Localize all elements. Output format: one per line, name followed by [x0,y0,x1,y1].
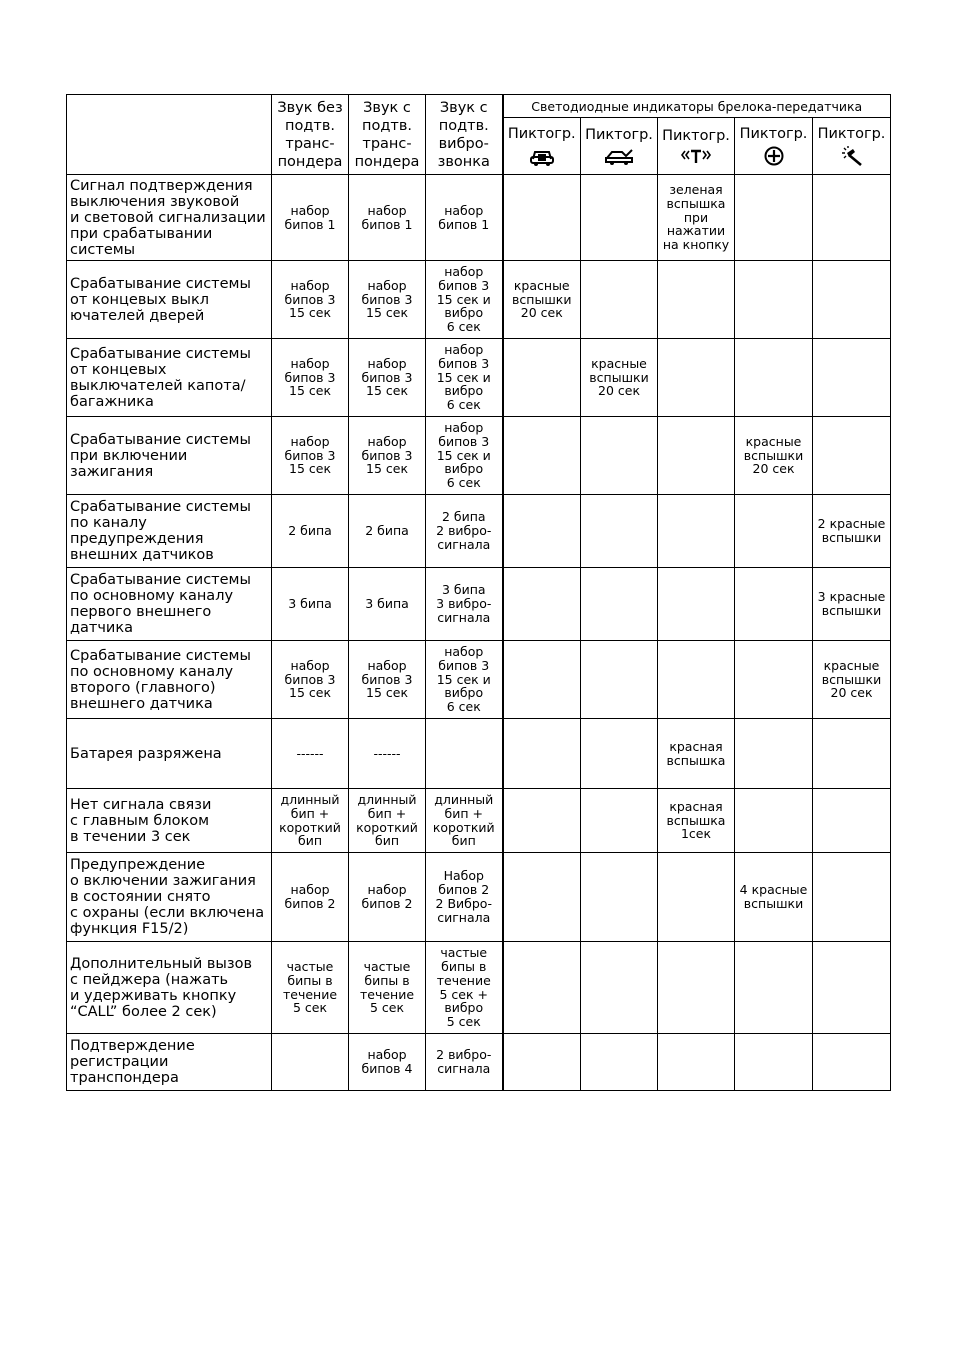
cell-pict3 [658,853,735,942]
cell-sound3: Набор бипов 2 2 Вибро- сигнала [426,853,503,942]
cell-sound1: ------ [272,719,349,789]
cell-pict5 [813,719,891,789]
cell-sound2: 3 бипа [349,568,426,641]
cell-pict3 [658,495,735,568]
cell-pict5 [813,339,891,417]
cell-sound3: набор бипов 3 15 сек и вибро 6 сек [426,261,503,339]
cell-pict2 [581,789,658,853]
cell-pict5 [813,175,891,261]
cell-pict1: красные вспышки 20 сек [503,261,581,339]
cell-pict5 [813,261,891,339]
cell-pict5: 2 красные вспышки [813,495,891,568]
cell-pict2 [581,719,658,789]
row-label: Срабатывание системы при включении зажигания [67,417,272,495]
cell-pict4 [735,568,813,641]
cell-sound1: набор бипов 3 15 сек [272,339,349,417]
cell-pict4 [735,942,813,1034]
cell-sound3: 3 бипа 3 вибро- сигнала [426,568,503,641]
cell-pict3: зеленая вспышка при нажатии на кнопку [658,175,735,261]
cell-pict5: 3 красные вспышки [813,568,891,641]
cell-pict5 [813,789,891,853]
header-sound-vibro: Звук с подтв. вибро- звонка [426,95,503,175]
cell-pict5 [813,853,891,942]
cell-pict1 [503,853,581,942]
cell-pict3 [658,339,735,417]
cell-pict4 [735,1034,813,1091]
cell-pict1 [503,942,581,1034]
cell-sound3: частые бипы в течение 5 сек + вибро 5 сек [426,942,503,1034]
cell-sound2: набор бипов 3 15 сек [349,261,426,339]
cell-sound2: набор бипов 4 [349,1034,426,1091]
cell-sound2: длинный бип + короткий бип [349,789,426,853]
row-label: Срабатывание системы по каналу предупреждения внешних датчиков [67,495,272,568]
cell-pict2 [581,495,658,568]
cell-pict1 [503,789,581,853]
header-pict-4 [735,118,813,175]
cell-pict4 [735,261,813,339]
cell-sound3: набор бипов 3 15 сек и вибро 6 сек [426,339,503,417]
row-label: Срабатывание системы от концевых выкл ючателей дверей [67,261,272,339]
cell-sound1: набор бипов 3 15 сек [272,641,349,719]
table-row [67,261,891,339]
header-empty [67,95,272,175]
cell-sound1: 3 бипа [272,568,349,641]
cell-pict4 [735,641,813,719]
cell-sound1 [272,1034,349,1091]
antenna-icon [680,147,712,165]
cell-pict5 [813,1034,891,1091]
pict-label: Пиктогр. [739,126,808,142]
cell-pict3: красная вспышка [658,719,735,789]
cell-sound3 [426,719,503,789]
car-open-hood-icon [604,146,634,166]
cell-pict2 [581,175,658,261]
cell-pict2: красные вспышки 20 сек [581,339,658,417]
cell-pict1 [503,339,581,417]
cell-sound3: 2 бипа 2 вибро- сигнала [426,495,503,568]
cell-pict4 [735,339,813,417]
shock-sensor-icon [839,145,865,167]
cell-sound1: набор бипов 3 15 сек [272,261,349,339]
table-row [67,417,891,495]
car-lock-icon [529,145,555,167]
cell-pict5: красные вспышки 20 сек [813,641,891,719]
cell-sound2: набор бипов 3 15 сек [349,339,426,417]
cell-pict1 [503,568,581,641]
signal-table [66,94,891,1091]
cell-sound1: частые бипы в течение 5 сек [272,942,349,1034]
cell-sound3: набор бипов 1 [426,175,503,261]
cell-pict4 [735,719,813,789]
cell-sound1: 2 бипа [272,495,349,568]
cell-sound1: набор бипов 1 [272,175,349,261]
cell-sound2: частые бипы в течение 5 сек [349,942,426,1034]
cell-pict3 [658,641,735,719]
cell-pict1 [503,495,581,568]
header-pict-5 [813,118,891,175]
cell-sound2: набор бипов 3 15 сек [349,641,426,719]
cell-pict5 [813,417,891,495]
cell-pict4: 4 красные вспышки [735,853,813,942]
cell-pict5 [813,942,891,1034]
cell-pict3 [658,1034,735,1091]
table-row [67,641,891,719]
cell-sound2: набор бипов 1 [349,175,426,261]
table-row [67,495,891,568]
cell-pict2 [581,942,658,1034]
cell-pict1 [503,175,581,261]
ignition-plus-icon [763,145,785,167]
cell-pict4: красные вспышки 20 сек [735,417,813,495]
cell-sound3: длинный бип + короткий бип [426,789,503,853]
header-pict-2 [581,118,658,175]
cell-pict3 [658,942,735,1034]
cell-pict1 [503,641,581,719]
cell-pict2 [581,417,658,495]
cell-sound2: набор бипов 3 15 сек [349,417,426,495]
cell-sound2: 2 бипа [349,495,426,568]
cell-sound3: 2 вибро- сигнала [426,1034,503,1091]
cell-pict2 [581,1034,658,1091]
cell-pict2 [581,853,658,942]
cell-pict4 [735,495,813,568]
cell-pict4 [735,789,813,853]
cell-pict1 [503,1034,581,1091]
table-row [67,853,891,942]
cell-pict3 [658,261,735,339]
pict-label: Пиктогр. [662,128,730,144]
table-row [67,1034,891,1091]
cell-pict2 [581,568,658,641]
table-row [67,175,891,261]
header-led-group: Светодиодные индикаторы брелока-передатчика [503,95,891,118]
row-label: Срабатывание системы по основному каналу второго (главного) внешнего датчика [67,641,272,719]
cell-sound3: набор бипов 3 15 сек и вибро 6 сек [426,641,503,719]
cell-sound2: набор бипов 2 [349,853,426,942]
cell-sound2: ------ [349,719,426,789]
pict-label: Пиктогр. [507,126,576,142]
header-sound-transponder: Звук с подтв. транс- пондера [349,95,426,175]
cell-pict2 [581,261,658,339]
cell-sound1: набор бипов 2 [272,853,349,942]
cell-pict3 [658,568,735,641]
cell-sound3: набор бипов 3 15 сек и вибро 6 сек [426,417,503,495]
cell-pict1 [503,417,581,495]
row-label: Срабатывание системы от концевых выключателей капота/ багажника [67,339,272,417]
row-label: Срабатывание системы по основному каналу первого внешнего датчика [67,568,272,641]
pict-label: Пиктогр. [817,126,886,142]
pict-label: Пиктогр. [585,127,653,143]
cell-sound1: набор бипов 3 15 сек [272,417,349,495]
table-row [67,942,891,1034]
row-label: Сигнал подтверждения выключения звуковой и световой сигнализации при срабатывании системы [67,175,272,261]
header-sound-no-transponder: Звук без подтв. транс- пондера [272,95,349,175]
cell-sound1: длинный бип + короткий бип [272,789,349,853]
cell-pict3: красная вспышка 1сек [658,789,735,853]
header-pict-1 [503,118,581,175]
table-row [67,568,891,641]
row-label: Предупреждение о включении зажигания в состоянии снято с охраны (если включена функция F15/2) [67,853,272,942]
table-row [67,339,891,417]
cell-pict1 [503,719,581,789]
header-pict-3 [658,118,735,175]
row-label: Батарея разряжена [67,719,272,789]
table-row [67,789,891,853]
row-label: Дополнительный вызов с пейджера (нажать и удерживать кнопку “CALL” более 2 сек) [67,942,272,1034]
row-label: Нет сигнала связи с главным блоком в течении 3 сек [67,789,272,853]
cell-pict3 [658,417,735,495]
row-label: Подтверждение регистрации транспондера [67,1034,272,1091]
table-row [67,719,891,789]
cell-pict2 [581,641,658,719]
cell-pict4 [735,175,813,261]
